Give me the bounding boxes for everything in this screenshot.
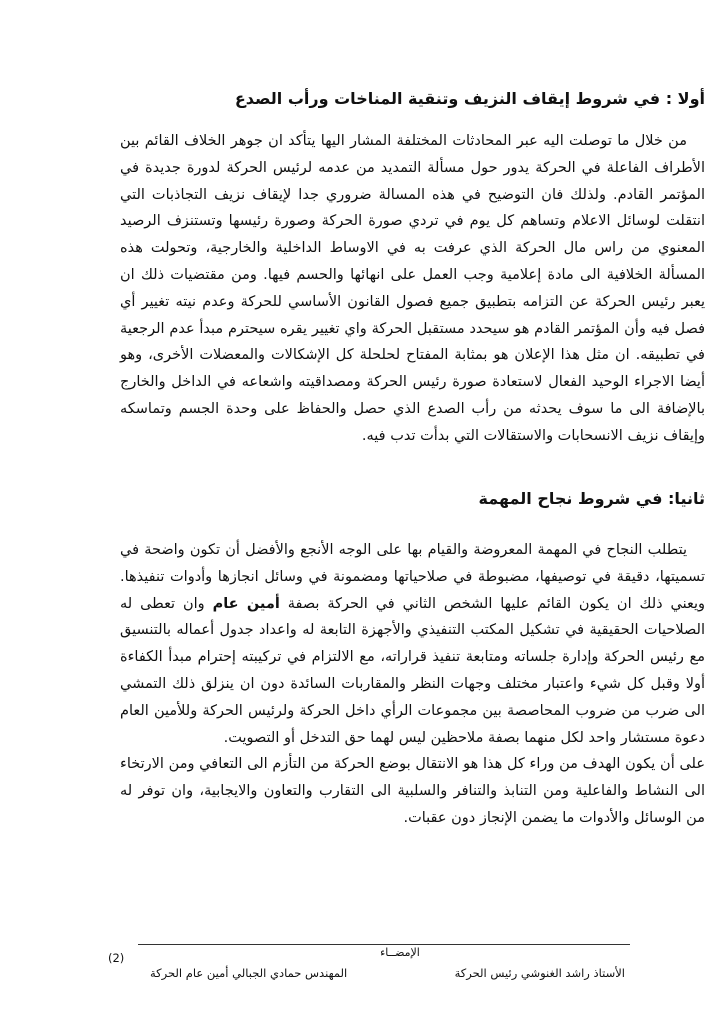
section-2-heading-block	[120, 488, 705, 510]
section-1-heading: أولا : في شروط إيقاف النزيف وتنقية المناخات ورأب الصدع	[234, 89, 705, 108]
section-1-heading-block	[120, 88, 705, 110]
section-2-heading: ثانيا: في شروط نجاح المهمة	[478, 489, 705, 508]
section-2-body	[120, 537, 705, 832]
signature-label: الإمضــاء	[380, 946, 420, 959]
section-1-body	[120, 128, 705, 450]
paragraph-1-text-start: يتطلب النجاح في المهمة المعروضة والقيام بها على الوجه الأنجع والأفضل أن تكون واضحة في تسميتها، دقيقة في توصيفها، مضبوطة في صلاحياتها ومضمونة في وسائل انجازها وأدوات تنفيذها. ويعني ذلك ان يكون القائم عليها الشخص الثاني في الحركة بصفة	[120, 542, 705, 612]
section-2-paragraph-1	[120, 537, 705, 751]
page-number: (2)	[108, 951, 125, 965]
section-1-paragraph: من خلال ما توصلت اليه عبر المحادثات المختلفة المشار اليها يتأكد ان جوهر الخلاف القائم بين الأطراف الفاعلة في الحركة يدور حول مسألة التمديد من عدمه لرئيس الحركة لدورة جديدة في المؤتمر القادم. ولذلك فان التوضيح في هذه المسالة ضروري جدا لإيقاف نزيف التجاذبات التي انتقلت لوسائل الاعلام وتساهم كل يوم في تردي صورة الحركة وصورة رئيسها وتستنزف الرصيد المعنوي من راس مال الحركة الذي عرفت به في الاوساط الداخلية والخارجية، وتحولت هذه المسألة الخلافية الى مادة إعلامية وجب العمل على انهائها والحسم فيها. ومن مقتضيات ذلك ان يعبر رئيس الحركة عن التزامه بتطبيق جميع فصول القانون الأساسي للحركة وعدم نيته تغيير أي فصل فيه وأن المؤتمر القادم هو سيحدد مستقبل الحركة واي تغيير يقره سيحترم مبدأ عدم الرجعية في تطبيقه. ان مثل هذا الإعلان هو بمثابة المفتاح لحلحلة كل الإشكالات والمعضلات الأخرى، وهو أيضا الاجراء الوحيد الفعال لاستعادة صورة رئيس الحركة ومصداقيته واشعاعه في الداخل والخارج بالإضافة الى ما سوف يحدثه من رأب الصدع الذي حصل والحفاظ على وحدة الجسم وتماسكه وإيقاف نزيف الانسحابات والاستقالات التي بدأت تدب فيه.	[120, 133, 705, 444]
secretary-general-term: أمين عام	[212, 595, 280, 612]
signatory-secretary-general: المهندس حمادي الجبالي أمين عام الحركة	[150, 966, 348, 980]
signatory-president: الأستاذ راشد الغنوشي رئيس الحركة	[454, 966, 625, 980]
section-2-paragraph-2: على أن يكون الهدف من وراء كل هذا هو الانتقال بوضع الحركة من التأزم الى التعافي ومن الارتخاء الى النشاط والفاعلية ومن التنابذ والتنافر والسلبية الى التقارب والتعاون والايجابية، وان توفر له من الوسائل والأدوات ما يضمن الإنجاز دون عقبات.	[120, 756, 705, 826]
paragraph-1-text-end: وان تعطى له الصلاحيات الحقيقية في تشكيل المكتب التنفيذي والأجهزة التابعة له واعداد جدول أعماله بالتنسيق مع رئيس الحركة وإدارة جلساته ومتابعة تنفيذ قراراته، مع الالتزام في تركيبته إحترام مبدأ الكفاءة أولا وقبل كل شيء واعتبار مختلف وجهات النظر والمقاربات السائدة دون ان ينزلق ذلك التمشي الى ضرب من ضروب المحاصصة بين مجموعات الرأي داخل الحركة ولرئيس الحركة وللأمين العام دعوة مستشار واحد لكل منهما بصفة ملاحظين ليس لهما حق التدخل أو التصويت.	[120, 595, 705, 746]
signature-line	[138, 944, 630, 945]
